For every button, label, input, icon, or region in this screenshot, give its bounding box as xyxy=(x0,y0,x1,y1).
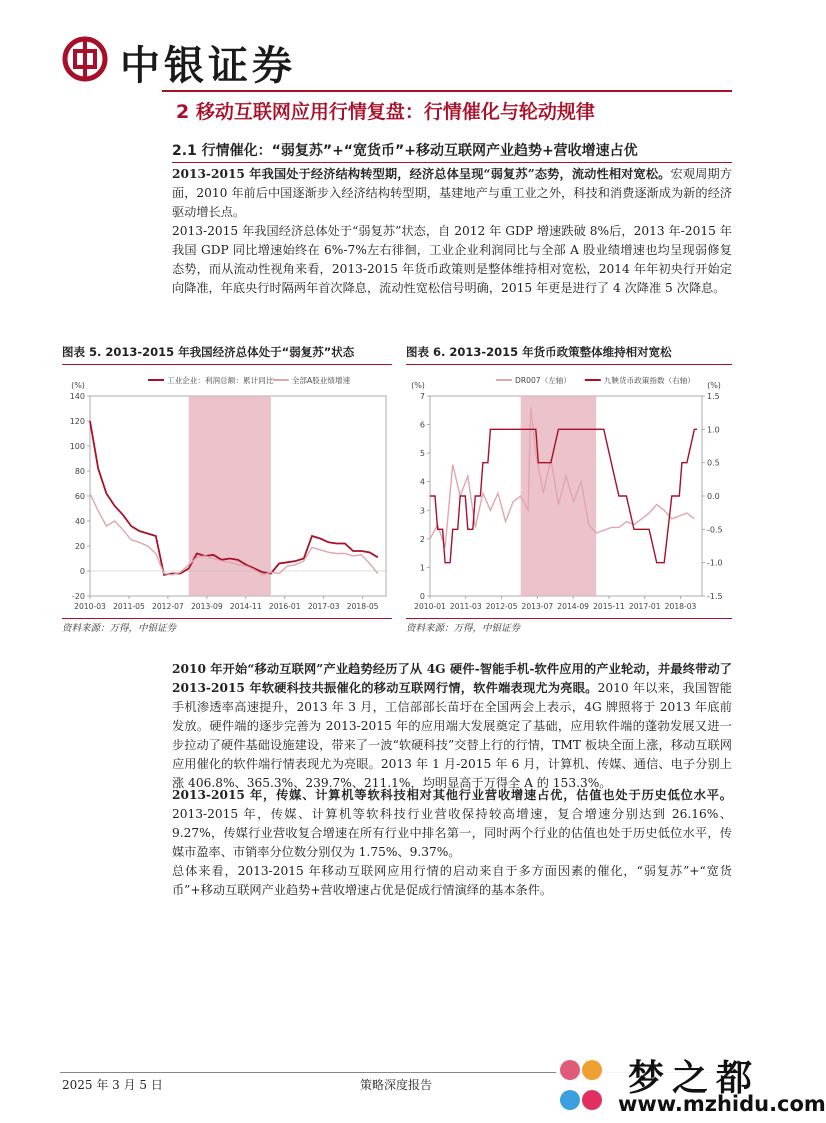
x-tick-label: 2018-03 xyxy=(664,602,697,611)
paragraph-3-body: 2010 年以来，我国智能手机渗透率高速提升，2013 年 3 月，工信部部长苗圩在全国两会上表示，4G 牌照将于 2013 年底前发放。硬件端的逐步完善为 2013-2015 年的应用端大发展奠定了基础，应用软件端的蓬勃发展又进一步拉动了硬件基础设施建设，带来了一波“软硬科技”交替上行的行情，TMT 板块全面上涨，移动互联网应用催化的软件端行情表现尤为亮眼。2013 年 1 月-2015 年 6 月，计算机、传媒、通信、电子分别上涨 406.8%、365.3%、239.7%、211.1%，均明显高于万得全 A 的 153.3%。 xyxy=(172,681,732,790)
y-axis-unit: (%) xyxy=(71,381,85,390)
bank-of-china-logo-icon xyxy=(62,36,108,82)
x-tick-label: 2011-03 xyxy=(449,602,482,611)
y-tick-label: 0 xyxy=(79,567,85,576)
y-right-tick-label: -1.0 xyxy=(707,558,723,568)
y-right-axis-unit: (%) xyxy=(707,381,721,390)
watermark-url: www.mzhidu.com xyxy=(618,1092,826,1116)
legend-label-1: 全部A股业绩增速 xyxy=(291,376,351,385)
section-title: 2 移动互联网应用行情复盘：行情催化与轮动规律 xyxy=(176,101,595,123)
x-tick-label: 2014-09 xyxy=(557,602,590,611)
y-tick-label: 7 xyxy=(419,392,425,401)
y-tick-label: 3 xyxy=(419,506,425,516)
legend-label-0: 工业企业：利润总额：累计同比 xyxy=(167,376,274,385)
paragraph-1 xyxy=(172,165,732,222)
paragraph-4-body: 2013-2015 年，传媒、计算机等软科技行业营收保持较高增速，复合增速分别达到 26.16%、9.27%，传媒行业营收复合增速在所有行业中排名第一，同时两个行业的估值也处于历史低位水平，传媒市盈率、市销率分位数分别仅为 1.75%、9.37%。 xyxy=(172,807,732,859)
y-right-tick-label: 0.0 xyxy=(707,492,720,501)
x-tick-label: 2015-11 xyxy=(593,602,625,611)
y-axis-unit: (%) xyxy=(411,381,425,390)
y-tick-label: 5 xyxy=(419,449,425,459)
y-right-tick-label: -0.5 xyxy=(707,525,723,535)
y-tick-label: 140 xyxy=(69,392,85,401)
shaded-period xyxy=(521,396,597,596)
watermark-text: 梦之都 xyxy=(628,1058,761,1099)
x-tick-label: 2017-03 xyxy=(307,602,340,611)
y-right-tick-label: 1.5 xyxy=(707,392,720,401)
x-tick-label: 2017-01 xyxy=(628,602,661,611)
y-right-tick-label: 1.0 xyxy=(707,425,720,435)
x-tick-label: 2014-11 xyxy=(229,602,262,611)
x-tick-label: 2010-03 xyxy=(74,602,106,611)
y-tick-label: 0 xyxy=(419,592,425,601)
shaded-period xyxy=(189,396,271,596)
y-tick-label: 4 xyxy=(419,477,425,487)
y-tick-label: 80 xyxy=(74,467,85,476)
figure-5-source-divider xyxy=(62,618,392,619)
y-tick-label: 20 xyxy=(74,542,85,551)
figure-5-divider xyxy=(62,364,392,365)
figure-6-chart xyxy=(406,368,732,616)
x-tick-label: 2018-05 xyxy=(346,602,379,611)
y-tick-label: 2 xyxy=(419,534,425,544)
y-tick-label: 1 xyxy=(419,563,425,573)
paragraph-2: 2013-2015 年我国经济总体处于“弱复苏”状态，自 2012 年 GDP 增速跌破 8%后，2013 年-2015 年我国 GDP 同比增速始终在 6%-7%左右徘徊，工业企业利润同比与全部 A 股业绩增速也均呈现弱修复态势，而从流动性视角来看，2013-2015 年货币政策则是整体维持相对宽松，2014 年年初央行开始定向降准，年底央行时隔两年首次降息，流动性宽松信号明确，2015 年更是进行了 4 次降准 5 次降息。 xyxy=(172,224,732,295)
paragraph-3 xyxy=(172,660,732,793)
x-tick-label: 2016-01 xyxy=(268,602,301,611)
x-tick-label: 2010-01 xyxy=(414,602,446,611)
y-tick-label: 40 xyxy=(74,517,85,526)
y-right-tick-label: -1.5 xyxy=(707,592,723,601)
paragraph-4-lead: 2013-2015 年，传媒、计算机等软科技相对其他行业营收增速占优，估值也处于历史低位水平。 xyxy=(172,788,732,802)
paragraph-1-lead: 2013-2015 年我国处于经济结构转型期，经济总体呈现“弱复苏”态势，流动性相对宽松。 xyxy=(172,167,671,181)
x-tick-label: 2012-07 xyxy=(152,602,184,611)
subsection-divider xyxy=(172,162,732,163)
y-tick-label: 60 xyxy=(74,492,85,501)
x-tick-label: 2012-05 xyxy=(485,602,518,611)
y-tick-label: 100 xyxy=(69,442,85,451)
legend-label-0: DR007（左轴） xyxy=(515,376,571,385)
page-header xyxy=(0,0,794,100)
figure-6-title: 图表 6. 2013-2015 年货币政策整体维持相对宽松 xyxy=(406,345,672,359)
y-tick-label: 120 xyxy=(69,417,85,426)
figure-6-source: 资料来源：万得，中银证券 xyxy=(406,623,521,634)
figure-5-chart xyxy=(62,368,392,616)
y-right-tick-label: 0.5 xyxy=(707,458,720,468)
figure-6-source-divider xyxy=(406,618,732,619)
x-tick-label: 2011-05 xyxy=(113,602,145,611)
subsection-title: 2.1 行情催化：“弱复苏”+“宽货币”+移动互联网产业趋势+营收增速占优 xyxy=(172,143,638,159)
figure-6-divider xyxy=(406,364,732,365)
paragraph-3-lead: 2010 年开始“移动互联网”产业趋势经历了从 4G 硬件-智能手机-软件应用的产业轮动，并最终带动了 2013-2015 年软硬科技共振催化的移动互联网行情，软件端表现尤为亮眼。 xyxy=(172,662,732,695)
header-divider xyxy=(162,90,732,92)
legend-label-1: 九鞅货币政策指数（右轴） xyxy=(603,376,695,385)
paragraph-4 xyxy=(172,786,732,862)
y-tick-label: -20 xyxy=(71,592,85,601)
x-tick-label: 2013-09 xyxy=(190,602,223,611)
figure-5-source: 资料来源：万得，中银证券 xyxy=(62,623,177,634)
paragraph-5: 总体来看，2013-2015 年移动互联网应用行情的启动来自于多方面因素的催化，“弱复苏”+“宽货币”+移动互联网产业趋势+营收增速占优是促成行情演绎的基本条件。 xyxy=(172,864,732,897)
footer-report-type: 策略深度报告 xyxy=(360,1078,433,1092)
y-tick-label: 6 xyxy=(419,420,425,430)
brand-name: 中银证券 xyxy=(120,43,296,89)
figure-5-title: 图表 5. 2013-2015 年我国经济总体处于“弱复苏”状态 xyxy=(62,345,355,359)
x-tick-label: 2013-07 xyxy=(521,602,554,611)
paragraph-1-body: 宏观周期方面，2010 年前后中国逐渐步入经济结构转型期，基建地产与重工业之外，科技和消费逐渐成为新的经济驱动增长点。 xyxy=(172,167,732,219)
footer-date: 2025 年 3 月 5 日 xyxy=(62,1078,163,1092)
